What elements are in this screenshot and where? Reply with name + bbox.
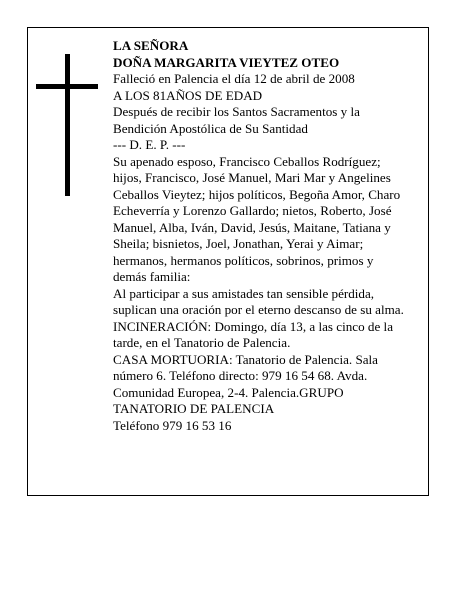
notice-heading: LA SEÑORA: [113, 38, 189, 53]
family-line: Sheila; bisnietos, Joel, Jonathan, Yerai y Aimar;: [113, 236, 364, 251]
request-line: suplican una oración por el eterno descanso de su alma.: [113, 302, 404, 317]
funeral-home-line: Comunidad Europea, 2-4. Palencia.GRUPO: [113, 384, 344, 400]
funeral-home-line: número 6. Teléfono directo: 979 16 54 68. Avda.: [113, 368, 368, 383]
family-line: Ceballos Vieytez; hijos políticos, Begoña Amor, Charo: [113, 186, 401, 202]
cross-horizontal-bar: [36, 84, 98, 89]
age-line: A LOS 81AÑOS DE EDAD: [113, 87, 263, 103]
family-line: Echeverría y Lorenzo Gallardo; nietos, Roberto, José: [113, 203, 392, 218]
deceased-name: DOÑA MARGARITA VIEYTEZ OTEO: [113, 54, 340, 70]
blessing-line: Bendición Apostólica de Su Santidad: [113, 120, 308, 136]
funeral-home-line: TANATORIO DE PALENCIA: [113, 401, 275, 416]
incineration-line: INCINERACIÓN: Domingo, día 13, a las cinco de la: [113, 318, 394, 334]
family-line: hijos, Francisco, José Manuel, Mari Mar y Angelines: [113, 170, 391, 185]
family-line: Manuel, Alba, Iván, David, Jesús, Maitane, Tatiana y: [113, 219, 391, 235]
rip-line: --- D. E. P. ---: [113, 137, 186, 152]
cross-vertical-bar: [65, 54, 70, 196]
obituary-text: [113, 38, 425, 434]
phone-line: Teléfono 979 16 53 16: [113, 417, 232, 433]
cross-icon: [36, 54, 98, 196]
sacraments-line: Después de recibir los Santos Sacramentos y la: [113, 104, 360, 119]
family-line: demás familia:: [113, 269, 191, 284]
family-line: hermanos, hermanos políticos, sobrinos, primos y: [113, 252, 374, 268]
family-line: Su apenado esposo, Francisco Ceballos Rodríguez;: [113, 153, 381, 169]
request-line: Al participar a sus amistades tan sensible pérdida,: [113, 285, 375, 301]
death-date-line: Falleció en Palencia el día 12 de abril de 2008: [113, 71, 355, 86]
funeral-home-line: CASA MORTUORIA: Tanatorio de Palencia. Sala: [113, 351, 378, 367]
incineration-line: tarde, en el Tanatorio de Palencia.: [113, 335, 291, 350]
